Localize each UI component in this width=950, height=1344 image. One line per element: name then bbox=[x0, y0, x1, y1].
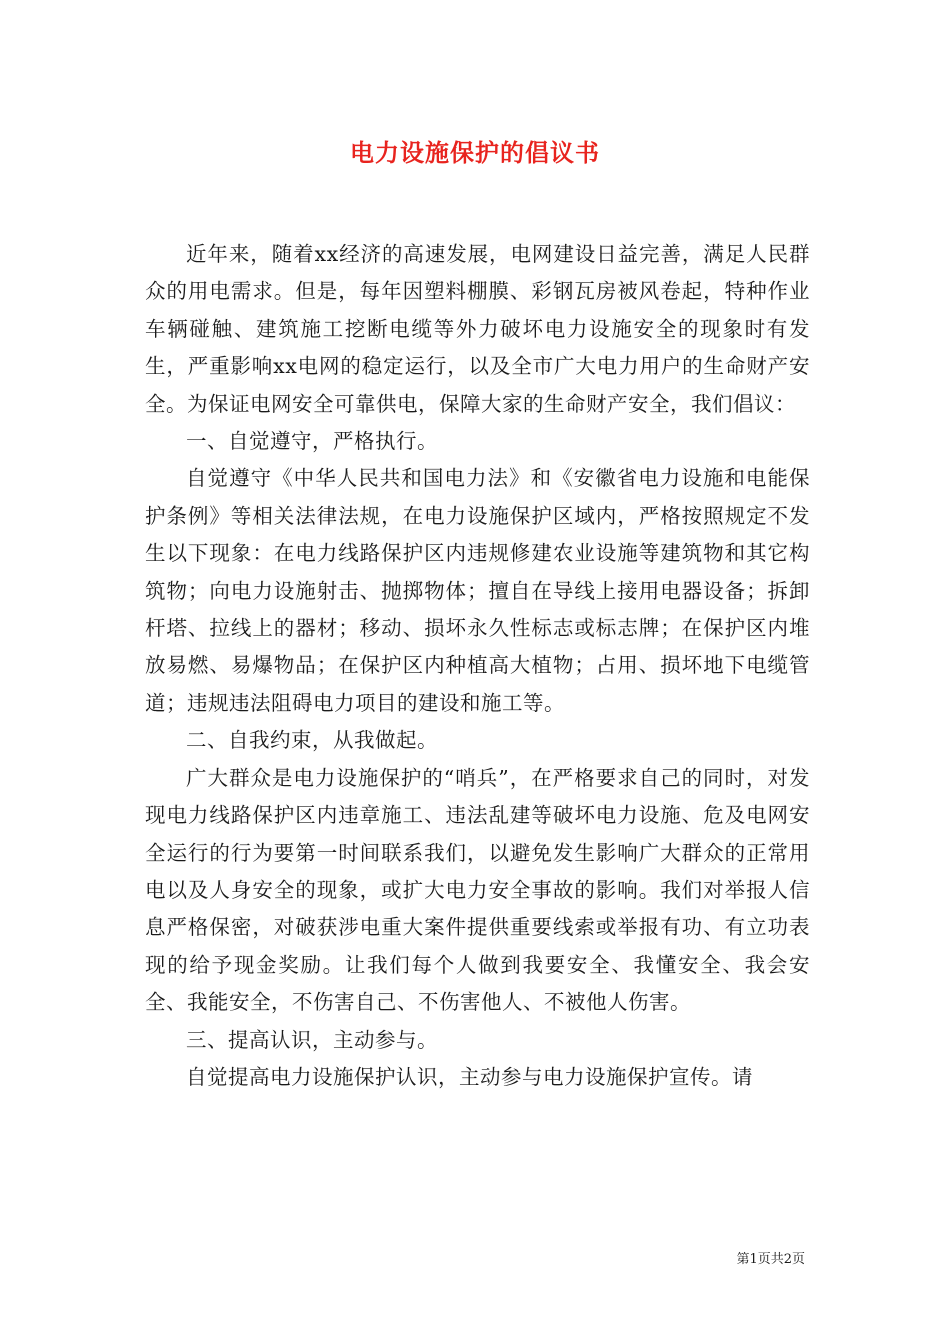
page-number-label: 第1页共2页 bbox=[736, 1252, 805, 1267]
section-paragraph-3: 自觉提高电力设施保护认识，主动参与电力设施保护宣传。请 bbox=[186, 1064, 753, 1089]
section-heading-3: 三、提高认识，主动参与。 bbox=[186, 1027, 438, 1052]
document-title: 电力设施保护的倡议书 bbox=[350, 138, 600, 167]
section-paragraph-1: 自觉遵守《中华人民共和国电力法》和《安徽省电力设施和电能保护条例》等相关法律法规，在电力设施保护区域内，严格按照规定不发生以下现象：在电力线路保护区内违规修建农业设施等建筑物和其它构筑物；向电力设施射击、抛掷物体；擅自在导线上接用电器设备；拆卸杆塔、拉线上的器材；移动、损坏永久性标志或标志牌；在保护区内堆放易燃、易爆物品；在保护区内种植高大植物；占用、损坏地下电缆管道；违规违法阻碍电力项目的建设和施工等。 bbox=[145, 466, 810, 715]
section-heading-1: 一、自觉遵守，严格执行。 bbox=[186, 429, 438, 454]
intro-paragraph: 近年来，随着xx经济的高速发展，电网建设日益完善，满足人民群众的用电需求。但是，每年因塑料棚膜、彩钢瓦房被风卷起，特种作业车辆碰触、建筑施工挖断电缆等外力破坏电力设施安全的现象时有发生，严重影响xx电网的稳定运行，以及全市广大电力用户的生命财产安全。为保证电网安全可靠供电，保障大家的生命财产安全，我们倡议： bbox=[145, 242, 810, 416]
section-heading-2: 二、自我约束，从我做起。 bbox=[186, 728, 438, 753]
section-paragraph-2: 广大群众是电力设施保护的“哨兵”，在严格要求自己的同时，对发现电力线路保护区内违章施工、违法乱建等破坏电力设施、危及电网安全运行的行为要第一时间联系我们，以避免发生影响广大群众的正常用电以及人身安全的现象，或扩大电力安全事故的影响。我们对举报人信息严格保密，对破获涉电重大案件提供重要线索或举报有功、有立功表现的给予现金奖励。让我们每个人做到我要安全、我懂安全、我会安全、我能安全，不伤害自己、不伤害他人、不被他人伤害。 bbox=[145, 765, 810, 1015]
document-body bbox=[145, 236, 810, 1096]
page-footer bbox=[736, 1248, 805, 1267]
